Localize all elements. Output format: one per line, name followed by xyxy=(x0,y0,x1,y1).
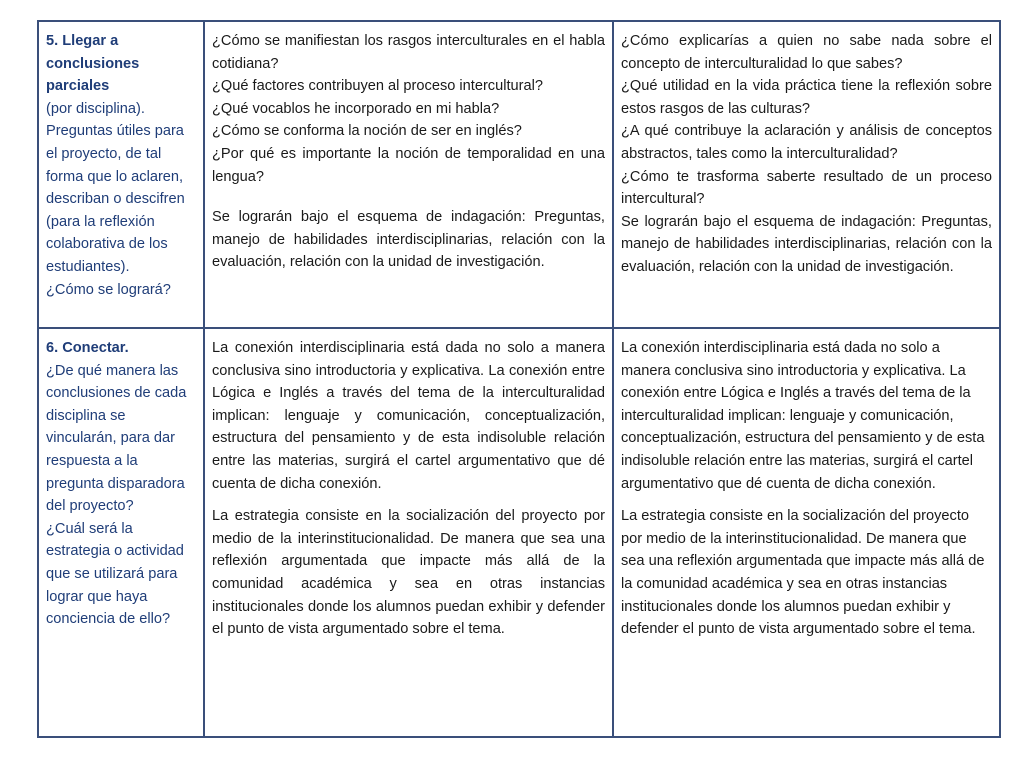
table-row xyxy=(38,328,1000,737)
project-table xyxy=(37,20,1001,738)
question: ¿Cómo se conforma la noción de ser en inglés? xyxy=(212,123,522,140)
connection-paragraph: La conexión interdisciplinaria está dada no solo a manera conclusiva sino introductoria y explicativa. La conexión entre Lógica e Inglés a través del tema de la interculturalidad implican: lenguaje y comunicación, conceptualización, estructura del pensamiento y de esta indisoluble relación entre las materias, surgirá el cartel argumentativo que dé cuenta de dicha conexión. xyxy=(621,340,985,492)
step-cell xyxy=(38,21,204,328)
discipline-cell-2 xyxy=(613,328,1000,737)
question: ¿A qué contribuye la aclaración y análisis de conceptos abstractos, tales como la interculturalidad? xyxy=(621,123,992,162)
step-text: (por disciplina). Preguntas útiles para el proyecto, de tal forma que lo aclaren, describan o descifren xyxy=(46,100,185,208)
question: ¿Qué vocablos he incorporado en mi habla? xyxy=(212,100,500,117)
question: ¿Qué factores contribuyen al proceso intercultural? xyxy=(212,78,543,95)
question: ¿Cómo te trasforma saberte resultado de un proceso intercultural? xyxy=(621,168,992,208)
step-heading: 5. Llegar a conclusiones parciales xyxy=(46,33,140,95)
connection-paragraph: La conexión interdisciplinaria está dada no solo a manera conclusiva sino introductoria y explicativa. La conexión entre Lógica e Inglés a través del tema de la interculturalidad implican: lenguaje y comunicación, conceptualización, estructura del pensamiento y de esta indisoluble relación entre las materias, surgirá el cartel argumentativo que dé cuenta de dicha conexión. xyxy=(212,340,605,492)
question: ¿Cómo explicarías a quien no sabe nada sobre el concepto de interculturalidad lo que sabes? xyxy=(621,33,992,72)
step-cell xyxy=(38,328,204,737)
question: ¿Qué utilidad en la vida práctica tiene la reflexión sobre estos rasgos de las culturas? xyxy=(621,78,992,117)
question: ¿Por qué es importante la noción de temporalidad en una lengua? xyxy=(212,145,605,185)
step-text: ¿De qué manera las conclusiones de cada disciplina se vincularán, para dar respuesta a la pregunta disparadora del proyecto? xyxy=(46,362,187,515)
method-text: Se lograrán bajo el esquema de indagación: Preguntas, manejo de habilidades interdisciplinarias, relación con la evaluación, relación con la unidad de investigación. xyxy=(212,209,605,271)
table-row xyxy=(38,21,1000,328)
discipline-cell-2 xyxy=(613,21,1000,328)
step-text: ¿Cómo se logrará? xyxy=(46,281,171,298)
strategy-paragraph: La estrategia consiste en la socialización del proyecto por medio de la interinstitucionalidad. De manera que sea una reflexión argumentada que impacte más allá de la comunidad académica y sea en otras instancias institucionales donde los alumnos puedan exhibir y defender el punto de vista argumentado sobre el tema. xyxy=(621,508,985,638)
discipline-cell-1 xyxy=(204,328,613,737)
step-text: ¿Cuál será la estrategia o actividad que se utilizará para lograr que haya conciencia de ello? xyxy=(46,520,184,628)
question: ¿Cómo se manifiestan los rasgos interculturales en el habla cotidiana? xyxy=(212,33,605,72)
step-text: (para la reflexión colaborativa de los estudiantes). xyxy=(46,213,168,275)
step-heading: 6. Conectar. xyxy=(46,340,129,356)
strategy-paragraph: La estrategia consiste en la socialización del proyecto por medio de la interinstitucionalidad. De manera que sea una reflexión argumentada que impacte más allá de la comunidad académica y sea en otras instancias institucionales donde los alumnos puedan exhibir y defender el punto de vista argumentado sobre el tema. xyxy=(212,508,605,638)
method-text: Se lograrán bajo el esquema de indagación: Preguntas, manejo de habilidades interdisciplinarias, relación con la evaluación, relación con la unidad de investigación. xyxy=(621,213,992,275)
discipline-cell-1 xyxy=(204,21,613,328)
